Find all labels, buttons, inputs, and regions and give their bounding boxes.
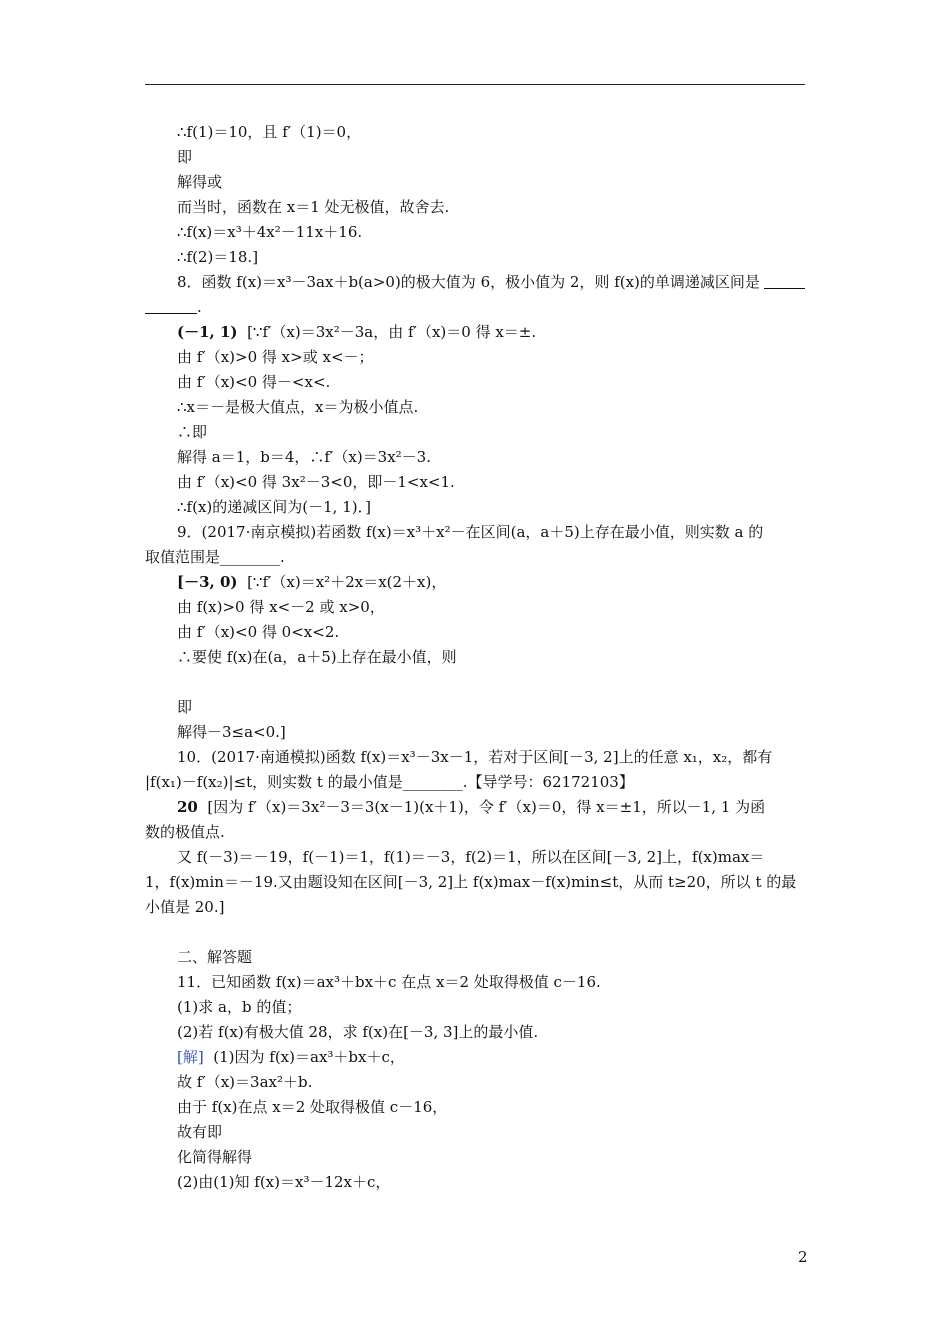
solution-label: [解] (177, 1048, 204, 1066)
text-line: 即 (177, 148, 193, 166)
answer-line (145, 570, 807, 595)
text-line: ∴f(1)＝10，且 f′（1)＝0， (177, 123, 362, 141)
text-line: ∴f(x)＝x³＋4x²－11x＋16. (177, 223, 363, 241)
text-line: ∴x＝－是极大值点，x＝为极小值点. (177, 398, 419, 416)
question-8-text: 8．函数 f(x)＝x³－3ax＋b(a>0)的极大值为 6，极小值为 2，则 f(x)的单调递减区间是 (177, 273, 760, 291)
answer-explanation: [∵f′（x)＝3x²－3a，由 f′（x)＝0 得 x＝±. (247, 323, 537, 341)
text-line: ∴即 (177, 423, 208, 441)
text-line: . (145, 295, 807, 320)
text-line: 而当时，函数在 x＝1 处无极值，故舍去. (177, 198, 450, 216)
text-line: |f(x₁)－f(x₂)|≤t，则实数 t 的最小值是________.【导学号：62172103】 (145, 773, 634, 791)
answer-line (145, 795, 807, 820)
text-line: 1，f(x)min＝－19.又由题设知在区间[－3, 2]上 f(x)max－f(x)min≤t，从而 t≥20，所以 t 的最 (145, 873, 797, 891)
text-line: ∴要使 f(x)在(a，a＋5)上存在最小值，则 (177, 648, 457, 666)
blank-line (145, 920, 807, 945)
text-line: 又 f(－3)＝－19，f(－1)＝1，f(1)＝－3，f(2)＝1，所以在区间[－3, 2]上，f(x)max＝ (177, 848, 765, 866)
header-rule (145, 84, 805, 85)
answer-value: 20 (177, 798, 198, 816)
text-line: 故有即 (177, 1123, 223, 1141)
text-line: 解得 a＝1，b＝4，∴f′（x)＝3x²－3. (177, 448, 431, 466)
section-heading: 二、解答题 (177, 948, 253, 966)
answer-explanation: [因为 f′（x)＝3x²－3＝3(x－1)(x＋1)，令 f′（x)＝0，得 x＝±1，所以－1, 1 为函 (207, 798, 766, 816)
answer-blank (145, 313, 197, 314)
text-line: 故 f′（x)＝3ax²＋b. (177, 1073, 313, 1091)
text-line: ∴f(x)的递减区间为(－1, 1)．] (177, 498, 371, 516)
text-line: 解得或 (177, 173, 223, 191)
document-body (145, 120, 807, 1195)
text-line: 由 f′（x)<0 得 3x²－3<0，即－1<x<1. (177, 473, 455, 491)
text-line: 由 f′（x)<0 得 0<x<2. (177, 623, 340, 641)
text-line: 由 f′（x)>0 得 x>或 x<－； (177, 348, 374, 366)
blank-line (145, 670, 807, 695)
answer-value: (－1, 1) (177, 323, 238, 341)
text-line: (1)求 a，b 的值； (177, 998, 302, 1016)
text-line: 小值是 20.] (145, 898, 225, 916)
text-line: 即 (177, 698, 193, 716)
text-line: (2)若 f(x)有极大值 28，求 f(x)在[－3, 3]上的最小值. (177, 1023, 539, 1041)
text-line: 解得－3≤a<0.] (177, 723, 286, 741)
text-line: 由于 f(x)在点 x＝2 处取得极值 c－16， (177, 1098, 448, 1116)
answer-blank (764, 288, 805, 289)
text-line: ∴f(2)＝18.] (177, 248, 259, 266)
page-number: 2 (798, 1248, 808, 1266)
answer-value: [－3, 0) (177, 573, 238, 591)
answer-explanation: [∵f′（x)＝x²＋2x＝x(2＋x)， (247, 573, 447, 591)
text-line: 由 f(x)>0 得 x<－2 或 x>0， (177, 598, 385, 616)
answer-line (145, 320, 807, 345)
solution-text: (1)因为 f(x)＝ax³＋bx＋c， (213, 1048, 405, 1066)
solution-line (145, 1045, 807, 1070)
question-8 (145, 270, 807, 295)
question-10: 10．(2017·南通模拟)函数 f(x)＝x³－3x－1，若对于区间[－3, 2]上的任意 x₁，x₂，都有 (177, 748, 773, 766)
text-line: 化简得解得 (177, 1148, 253, 1166)
text-line: 由 f′（x)<0 得－<x<. (177, 373, 331, 391)
text-line: (2)由(1)知 f(x)＝x³－12x＋c， (177, 1173, 391, 1191)
text-line: 取值范围是________. (145, 548, 285, 566)
question-11: 11．已知函数 f(x)＝ax³＋bx＋c 在点 x＝2 处取得极值 c－16. (177, 973, 601, 991)
text-line: 数的极值点. (145, 823, 225, 841)
question-9: 9．(2017·南京模拟)若函数 f(x)＝x³＋x²－在区间(a，a＋5)上存在最小值，则实数 a 的 (177, 523, 764, 541)
